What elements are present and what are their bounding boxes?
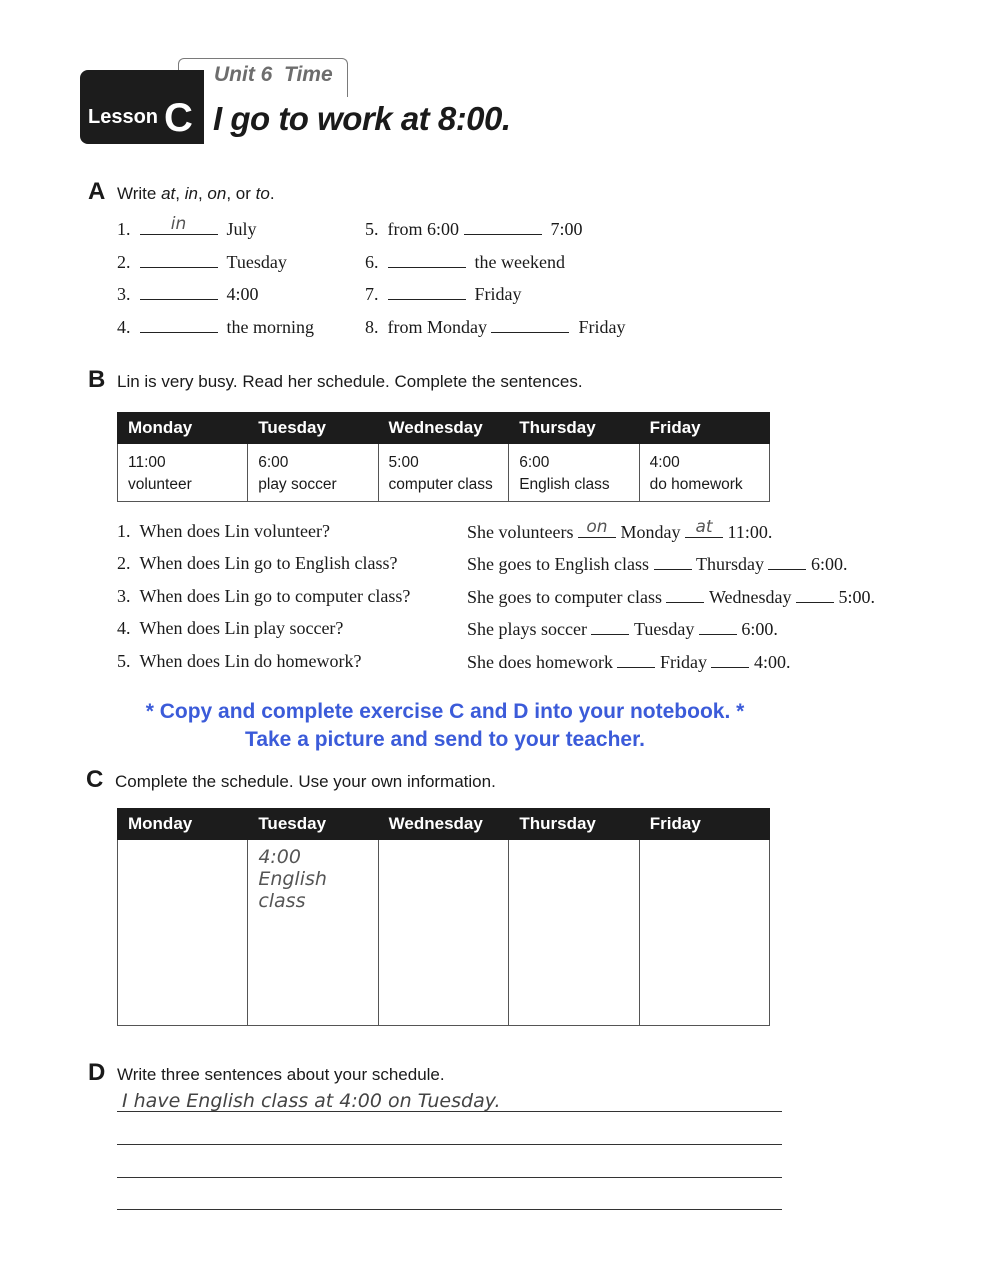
exercise-a-item <box>365 316 625 338</box>
opt-to: to <box>255 184 270 203</box>
item-number: 2. <box>117 252 131 272</box>
answer-row <box>467 618 778 640</box>
schedule-header-row <box>118 413 770 444</box>
writing-line[interactable] <box>117 1144 782 1145</box>
writing-line[interactable] <box>117 1111 782 1112</box>
schedule-cell <box>118 444 248 502</box>
item-number: 6. <box>365 252 379 272</box>
cell-time: 5:00 <box>388 454 419 471</box>
answer-blank[interactable] <box>796 586 834 603</box>
note-line-2: Take a picture and send to your teacher. <box>245 728 645 751</box>
item-number: 5. <box>117 651 131 671</box>
day-header: Thursday <box>509 413 639 444</box>
section-a-instruction <box>117 184 275 204</box>
section-d-letter: D <box>88 1059 106 1086</box>
answer-part: She plays soccer <box>467 619 587 639</box>
schedule-cell <box>509 444 639 502</box>
answer-part: 6:00. <box>810 554 848 574</box>
item-number: 5. <box>365 219 379 239</box>
answer-blank[interactable] <box>491 316 569 333</box>
schedule-header-row <box>118 809 770 840</box>
section-a-letter: A <box>88 178 106 205</box>
item-text: Friday <box>578 317 626 337</box>
question-row <box>117 553 397 574</box>
lesson-word: Lesson <box>88 106 159 128</box>
exercise-a-item <box>365 218 583 240</box>
answer-blank[interactable] <box>711 651 749 668</box>
cell-activity: volunteer <box>128 476 192 493</box>
unit-label: Unit 6 Time <box>214 63 333 86</box>
answer-blank[interactable] <box>617 651 655 668</box>
answer-blank[interactable] <box>140 251 218 268</box>
question-row <box>117 651 361 672</box>
item-text: the morning <box>226 317 314 337</box>
item-number: 4. <box>117 618 131 638</box>
cell-activity: do homework <box>649 476 743 493</box>
answer-part: She goes to computer class <box>467 587 662 607</box>
day-header: Monday <box>118 413 248 444</box>
day-header: Friday <box>639 809 769 840</box>
section-c-instruction: Complete the schedule. Use your own information. <box>115 772 496 791</box>
example-sentence: I have English class at 4:00 on Tuesday. <box>122 1090 501 1112</box>
answer-blank[interactable] <box>699 618 737 635</box>
answer-blank[interactable] <box>140 214 218 235</box>
item-text: the weekend <box>474 252 565 272</box>
answer-part: 4:00. <box>753 652 791 672</box>
instr-end: . <box>269 184 275 203</box>
cell-activity: computer class <box>388 476 493 493</box>
item-text: from Monday <box>387 317 487 337</box>
answer-blank[interactable] <box>591 618 629 635</box>
answer-blank[interactable] <box>388 251 466 268</box>
day-header: Tuesday <box>248 413 378 444</box>
note-line-1: * Copy and complete exercise C and D into your notebook. * <box>145 700 745 723</box>
answer-part: Friday <box>659 652 707 672</box>
schedule-cell <box>639 444 769 502</box>
cell-time: 4:00 <box>649 454 680 471</box>
sep: , or <box>226 184 256 203</box>
answer-part: She goes to English class <box>467 554 649 574</box>
opt-in: in <box>184 184 198 203</box>
item-number: 3. <box>117 586 131 606</box>
item-text: Friday <box>474 284 522 304</box>
answer-part: 6:00. <box>741 619 778 639</box>
item-text: 4:00 <box>226 284 259 304</box>
cell-time: 11:00 <box>128 454 166 471</box>
day-header: Friday <box>639 413 769 444</box>
schedule-cell <box>248 444 378 502</box>
item-text: Tuesday <box>226 252 287 272</box>
section-c-letter: C <box>86 766 104 793</box>
schedule-row <box>118 444 770 502</box>
example-time: 4:00 <box>258 846 301 868</box>
question-row <box>117 618 343 639</box>
answer-part: 11:00. <box>727 522 773 542</box>
schedule-cell[interactable] <box>509 840 639 1026</box>
schedule-cell <box>378 444 509 502</box>
answer-part: Thursday <box>696 554 764 574</box>
section-b-letter: B <box>88 366 106 393</box>
answer-part: Monday <box>620 522 681 542</box>
cell-activity: play soccer <box>258 476 337 493</box>
question-text: When does Lin volunteer? <box>139 521 330 541</box>
day-header: Monday <box>118 809 248 840</box>
section-b-instruction: Lin is very busy. Read her schedule. Complete the sentences. <box>117 372 583 391</box>
page-title: I go to work at 8:00. <box>213 100 511 137</box>
item-number: 3. <box>117 284 131 304</box>
question-row <box>117 586 410 607</box>
answer-part: She does homework <box>467 652 613 672</box>
answer-blank[interactable] <box>654 553 692 570</box>
answer-blank[interactable] <box>140 316 218 333</box>
own-schedule-table <box>117 808 770 1026</box>
answer-row <box>467 517 773 543</box>
day-header: Thursday <box>509 809 639 840</box>
schedule-cell[interactable] <box>248 840 378 1026</box>
opt-at: at <box>161 184 176 203</box>
question-text: When does Lin play soccer? <box>139 618 344 638</box>
question-row <box>117 521 330 542</box>
question-text: When does Lin do homework? <box>139 651 362 671</box>
answer-blank[interactable] <box>140 283 218 300</box>
item-text: 7:00 <box>550 219 583 239</box>
answer-blank[interactable] <box>388 283 466 300</box>
day-header: Tuesday <box>248 809 378 840</box>
day-header: Wednesday <box>378 413 509 444</box>
exercise-a-item <box>117 316 314 338</box>
item-number: 1. <box>117 521 131 541</box>
answer-row <box>467 586 875 608</box>
item-number: 1. <box>117 219 131 239</box>
lin-schedule-table <box>117 412 770 502</box>
writing-line[interactable] <box>117 1177 782 1178</box>
answer-blank[interactable] <box>578 517 616 538</box>
cell-time: 6:00 <box>258 454 289 471</box>
answer-text: on <box>586 517 608 537</box>
instr-prefix: Write <box>117 184 162 203</box>
sep: , <box>197 184 208 203</box>
schedule-cell[interactable] <box>118 840 248 1026</box>
item-number: 4. <box>117 317 131 337</box>
writing-line[interactable] <box>117 1209 782 1210</box>
example-activity: English class <box>258 868 327 912</box>
item-text: July <box>226 219 257 239</box>
lesson-letter: C <box>164 96 193 140</box>
schedule-row <box>118 840 770 1026</box>
answer-blank[interactable] <box>464 218 542 235</box>
item-number: 2. <box>117 553 131 573</box>
item-number: 8. <box>365 317 379 337</box>
question-text: When does Lin go to English class? <box>139 553 398 573</box>
answer-text: at <box>695 517 713 537</box>
answer-part: 5:00. <box>838 587 876 607</box>
exercise-a-item <box>117 251 287 273</box>
day-header: Wednesday <box>378 809 509 840</box>
exercise-a-item <box>117 283 259 305</box>
cell-time: 6:00 <box>519 454 550 471</box>
answer-part: Tuesday <box>633 619 695 639</box>
answer-blank[interactable] <box>666 586 704 603</box>
exercise-a-item <box>365 283 522 305</box>
exercise-a-item <box>117 214 257 240</box>
answer-blank[interactable] <box>685 517 723 538</box>
sep: , <box>175 184 185 203</box>
answer-row <box>467 553 848 575</box>
item-number: 7. <box>365 284 379 304</box>
schedule-cell[interactable] <box>378 840 509 1026</box>
answer-part: Wednesday <box>708 587 792 607</box>
schedule-cell[interactable] <box>639 840 769 1026</box>
opt-on: on <box>207 184 227 203</box>
question-text: When does Lin go to computer class? <box>139 586 411 606</box>
cell-activity: English class <box>519 476 610 493</box>
exercise-a-item <box>365 251 565 273</box>
answer-blank[interactable] <box>768 553 806 570</box>
section-d-instruction: Write three sentences about your schedule. <box>117 1065 445 1084</box>
answer-row <box>467 651 791 673</box>
answer-part: She volunteers <box>467 522 574 542</box>
item-text: from 6:00 <box>387 219 459 239</box>
answer-text: in <box>170 214 187 234</box>
